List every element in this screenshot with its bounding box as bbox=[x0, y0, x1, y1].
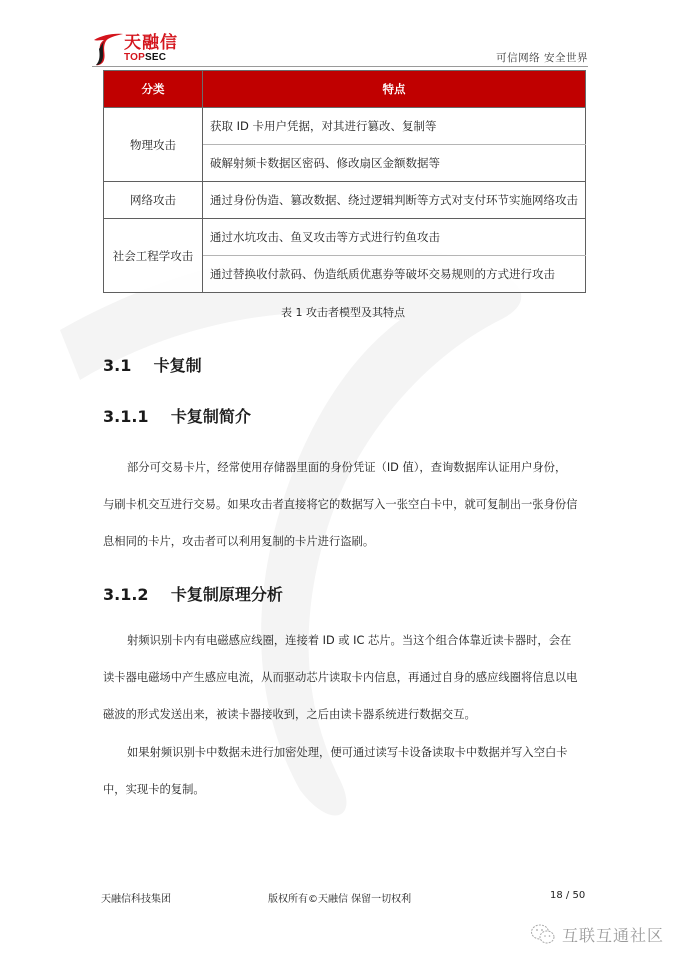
section-heading-3-1: 3.1 卡复制 bbox=[103, 356, 202, 375]
watermark-text: 互联互通社区 bbox=[562, 925, 665, 945]
paragraph-line: 如果射频识别卡中数据未进行加密处理，便可通过读写卡设备读取卡中数据并写入空白卡 bbox=[127, 746, 568, 759]
paragraph-line: 中，实现卡的复制。 bbox=[103, 783, 205, 796]
footer-company: 天融信科技集团 bbox=[101, 894, 171, 905]
feature-cell: 破解射频卡数据区密码、修改扇区金额数据等 bbox=[203, 145, 586, 182]
paragraph-line: 读卡器电磁场中产生感应电流，从而驱动芯片读取卡内信息，再通过自身的感应线圈将信息以电 bbox=[103, 671, 578, 684]
category-cell: 网络攻击 bbox=[104, 182, 203, 219]
page-number: 18 / 50 bbox=[550, 890, 586, 901]
column-header-category: 分类 bbox=[104, 71, 203, 108]
wechat-icon bbox=[530, 923, 556, 945]
paragraph-line: 息相同的卡片，攻击者可以利用复制的卡片进行盗刷。 bbox=[103, 535, 375, 548]
paragraph-unencrypted-copy bbox=[103, 734, 587, 808]
paragraph-line: 与刷卡机交互进行交易。如果攻击者直接将它的数据写入一张空白卡中，就可复制出一张身份信 bbox=[103, 498, 578, 511]
feature-cell: 获取 ID 卡用户凭据，对其进行篡改、复制等 bbox=[203, 108, 586, 145]
feature-cell: 通过水坑攻击、鱼叉攻击等方式进行钓鱼攻击 bbox=[203, 219, 586, 256]
feature-cell: 通过替换收付款码、伪造纸质优惠券等破坏交易规则的方式进行攻击 bbox=[203, 256, 586, 293]
paragraph-line: 射频识别卡内有电磁感应线圈，连接着 ID 或 IC 芯片。当这个组合体靠近读卡器时，会在 bbox=[127, 634, 572, 647]
topsec-logo bbox=[92, 30, 202, 66]
paragraph-line: 磁波的形式发送出来，被读卡器接收到，之后由读卡器系统进行数据交互。 bbox=[103, 708, 476, 721]
header-slogan: 可信网络 安全世界 bbox=[496, 52, 588, 64]
category-cell: 社会工程学攻击 bbox=[104, 219, 203, 293]
table-caption: 表 1 攻击者模型及其特点 bbox=[281, 306, 405, 319]
section-heading-3-1-2: 3.1.2 卡复制原理分析 bbox=[103, 585, 283, 604]
table-row bbox=[104, 219, 586, 256]
table-row bbox=[104, 108, 586, 145]
category-cell: 物理攻击 bbox=[104, 108, 203, 182]
paragraph-card-copy-intro bbox=[103, 449, 587, 560]
paragraph-rfid-principle bbox=[103, 622, 587, 733]
paragraph-line: 部分可交易卡片，经常使用存储器里面的身份凭证（ID 值），查询数据库认证用户身份， bbox=[127, 461, 567, 474]
logo-english-name: TOPSEC bbox=[124, 52, 167, 63]
feature-cell: 通过身份伪造、篡改数据、绕过逻辑判断等方式对支付环节实施网络攻击 bbox=[203, 182, 586, 219]
table-header-row bbox=[104, 71, 586, 108]
logo-chinese-name: 天融信 bbox=[124, 33, 178, 53]
section-heading-3-1-1: 3.1.1 卡复制简介 bbox=[103, 407, 251, 426]
wechat-watermark bbox=[530, 922, 664, 946]
page-header bbox=[92, 30, 588, 67]
attacker-model-table bbox=[103, 70, 586, 293]
column-header-features: 特点 bbox=[203, 71, 586, 108]
table-row bbox=[104, 182, 586, 219]
footer-copyright: 版权所有©天融信 保留一切权利 bbox=[268, 894, 412, 905]
topsec-swoosh-icon bbox=[92, 32, 124, 66]
